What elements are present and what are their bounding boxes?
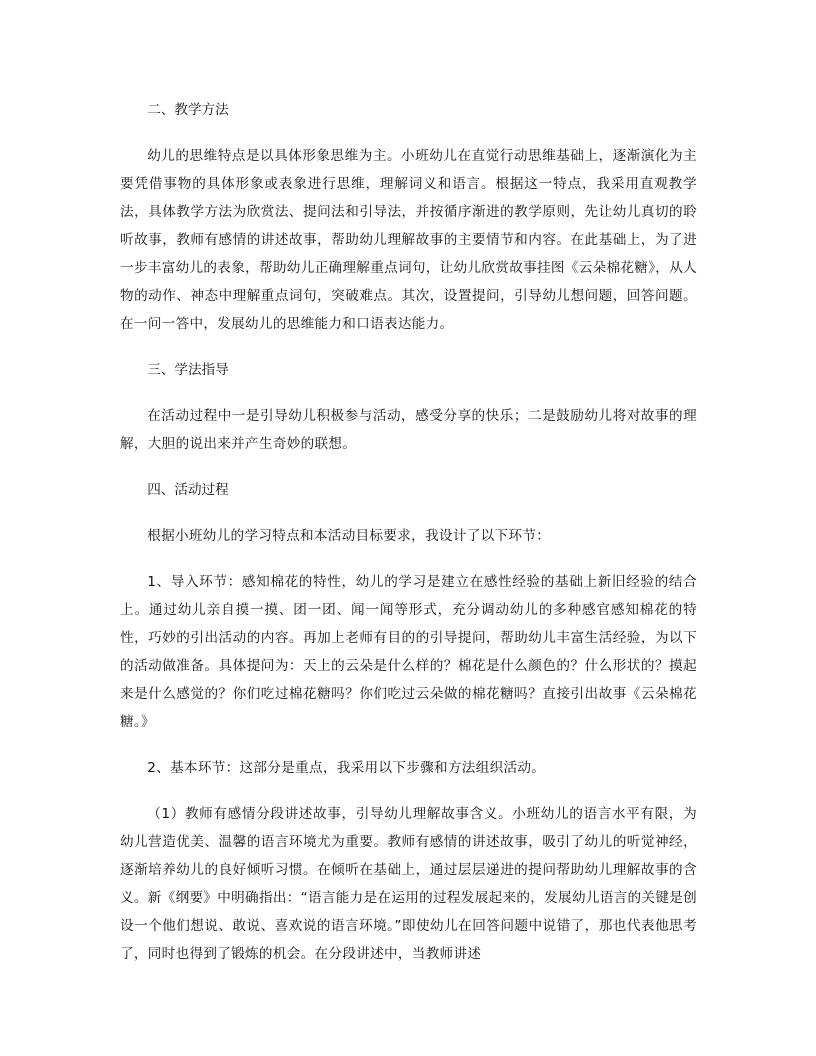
paragraph-activity-intro: 根据小班幼儿的学习特点和本活动目标要求，我设计了以下环节： — [147, 528, 551, 544]
section-heading-activity-process: 四、活动过程 — [147, 482, 229, 498]
document-body — [120, 96, 697, 968]
paragraph-step-1-introduction: 1、导入环节：感知棉花的特性，幼儿的学习是建立在感性经验的基础上新旧经验的结合上。通过幼儿亲自摸一摸、团一团、闻一闻等形式，充分调动幼儿的多种感官感知棉花的特性，巧妙的引出活动的内容。再加上老师有目的的引导提问，帮助幼儿丰富生活经验，为以下的活动做准备。具体提问为：天上的云朵是什么样的？棉花是什么颜色的？什么形状的？摸起来是什么感觉的？你们吃过棉花糖吗？你们吃过云朵做的棉花糖吗？直接引出故事《云朵棉花糖。》 — [120, 574, 697, 730]
paragraph-step-2-basic: 2、基本环节：这部分是重点，我采用以下步骤和方法组织活动。 — [147, 760, 546, 776]
section-heading-teaching-methods: 二、教学方法 — [147, 102, 229, 118]
paragraph-learning-guidance: 在活动过程中一是引导幼儿积极参与活动，感受分享的快乐；二是鼓励幼儿将对故事的理解，大胆的说出来并产生奇妙的联想。 — [120, 408, 697, 452]
paragraph-teaching-methods: 幼儿的思维特点是以具体形象思维为主。小班幼儿在直觉行动思维基础上，逐渐演化为主要凭借事物的具体形象或表象进行思维，理解词义和语言。根据这一特点，我采用直观教学法，具体教学方法为欣赏法、提问法和引导法，并按循序渐进的教学原则，先让幼儿真切的聆听故事，教师有感情的讲述故事，帮助幼儿理解故事的主要情节和内容。在此基础上，为了进一步丰富幼儿的表象，帮助幼儿正确理解重点词句，让幼儿欣赏故事挂图《云朵棉花糖》，从人物的动作、神态中理解重点词句，突破难点。其次，设置提问，引导幼儿想问题，回答问题。在一问一答中，发展幼儿的思维能力和口语表达能力。 — [120, 148, 697, 332]
section-heading-learning-guidance: 三、学法指导 — [147, 362, 229, 378]
paragraph-step-2-1-storytelling: （1）教师有感情分段讲述故事，引导幼儿理解故事含义。小班幼儿的语言水平有限，为幼儿营造优美、温馨的语言环境尤为重要。教师有感情的讲述故事，吸引了幼儿的听觉神经，逐渐培养幼儿的良好倾听习惯。在倾听在基础上，通过层层递进的提问帮助幼儿理解故事的含义。新《纲要》中明确指出：“语言能力是在运用的过程发展起来的，发展幼儿语言的关键是创设一个他们想说、敢说、喜欢说的语言环境。”即使幼儿在回答问题中说错了，那也代表他思考了，同时也得到了锻炼的机会。在分段讲述中，当教师讲述 — [120, 806, 697, 962]
